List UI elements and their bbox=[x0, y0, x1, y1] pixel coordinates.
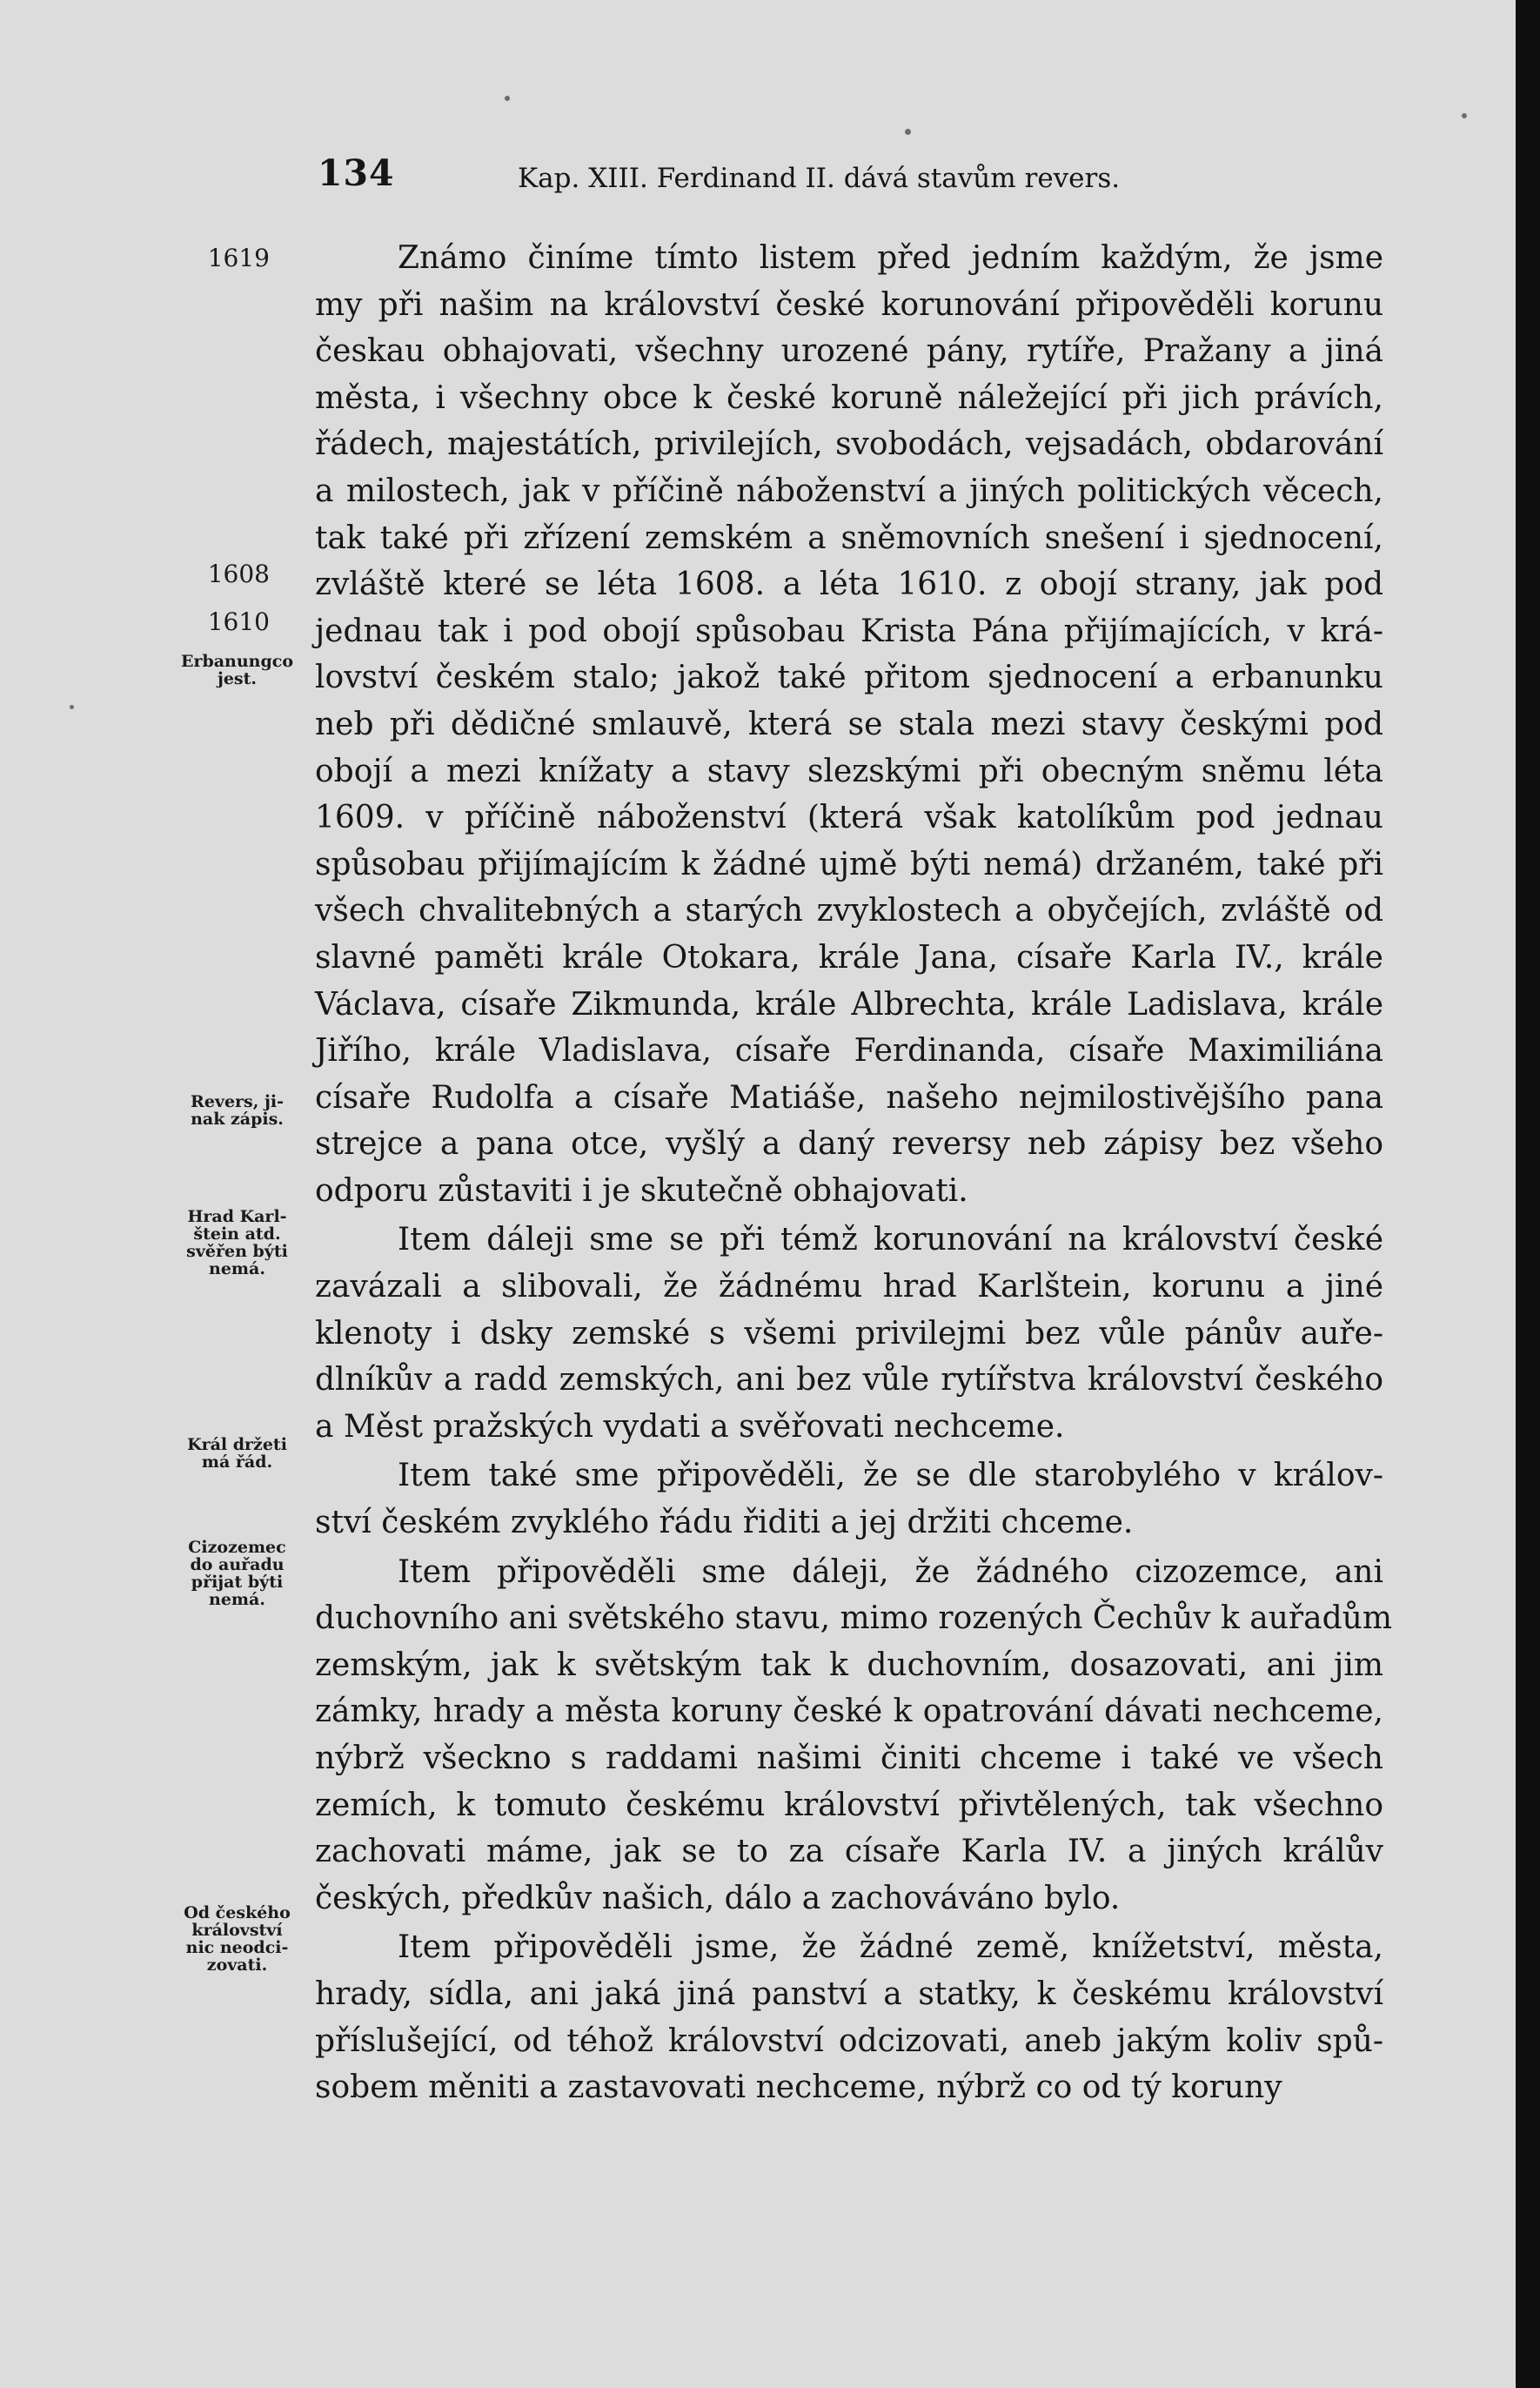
text-line: strejce a pana otce, vyšlý a daný reversy neb zápisy bez všeho bbox=[315, 1126, 1383, 1163]
text-line: zemským, jak k světským tak k duchovním, dosazovati, ani jim bbox=[315, 1647, 1383, 1683]
text-line: Item připověděli jsme, že žádné země, knížetství, města, bbox=[398, 1929, 1383, 1966]
text-line: Item také sme připověděli, že se dle starobylého v králov- bbox=[398, 1458, 1383, 1494]
text-line: ství českém zvyklého řádu řiditi a jej držiti chceme. bbox=[315, 1505, 1134, 1541]
text-line: Václava, císaře Zikmunda, krále Albrechta, krále Ladislava, krále bbox=[315, 986, 1383, 1023]
text-line: zvláště které se léta 1608. a léta 1610. z obojí strany, jak pod bbox=[315, 567, 1383, 603]
margin-note-cizozemec: Cizozemec do auřadu přijat býti nemá. bbox=[188, 1538, 286, 1609]
text-line: a milostech, jak v příčině náboženství a jiných politických věcech, bbox=[315, 473, 1383, 509]
margin-note-erbanung: Erbanungco jest. bbox=[180, 652, 294, 688]
text-line: Jiřího, krále Vladislava, císaře Ferdinanda, císaře Maximiliána bbox=[315, 1033, 1383, 1070]
text-line: sobem měniti a zastavovati nechceme, nýbrž co od tý koruny bbox=[315, 2069, 1282, 2106]
running-head: Kap. XIII. Ferdinand II. dává stavům revers. bbox=[518, 163, 1121, 194]
paragraph bbox=[315, 1549, 1392, 1922]
text-line: zemích, k tomuto českému království přivtělených, tak všechno bbox=[315, 1787, 1383, 1823]
text-line: odporu zůstaviti i je skutečně obhajovati. bbox=[315, 1172, 968, 1209]
text-line: Item dáleji sme se při témž korunování na království české bbox=[398, 1222, 1383, 1258]
text-line: příslušející, od téhož království odcizovati, aneb jakým koliv spů- bbox=[315, 2022, 1383, 2059]
text-line: zachovati máme, jak se to za císaře Karla IV. a jiných králův bbox=[315, 1834, 1383, 1870]
margin-note-od-ceskeho: Od českého království nic neodci- zovati. bbox=[184, 1903, 291, 1975]
text-line: obojí a mezi knížaty a stavy slezskými při obecným sněmu léta bbox=[315, 753, 1383, 789]
text-line: a Měst pražských vydati a svěřovati nechceme. bbox=[315, 1408, 1065, 1445]
main-text bbox=[315, 235, 1392, 2111]
scan-speck bbox=[70, 705, 74, 709]
paragraph bbox=[315, 1924, 1383, 2110]
text-line: duchovního ani světského stavu, mimo rozených Čechův k auřadům bbox=[315, 1600, 1392, 1637]
text-line: hrady, sídla, ani jaká jiná panství a statky, k českému království bbox=[315, 1975, 1383, 2012]
text-line: města, i všechny obce k české koruně náležející při jich právích, bbox=[315, 379, 1383, 416]
margin-year: 1610 bbox=[207, 607, 270, 636]
text-line: českých, předkův našich, dálo a zachováváno bylo. bbox=[315, 1880, 1121, 1916]
text-line: dlníkův a radd zemských, ani bez vůle rytířstva království českého bbox=[315, 1362, 1383, 1399]
text-line: spůsobau přijímajícím k žádné ujmě býti nemá) držaném, také při bbox=[315, 846, 1383, 882]
margin-year: 1608 bbox=[207, 560, 270, 588]
text-line: tak také při zřízení zemském a sněmovních snešení i sjednocení, bbox=[315, 520, 1383, 556]
paragraph bbox=[315, 1217, 1383, 1450]
text-line: klenoty i dsky zemské s všemi privilejmi bez vůle pánův auře- bbox=[315, 1315, 1383, 1352]
scan-speck bbox=[1462, 113, 1467, 118]
text-line: jednau tak i pod obojí spůsobau Krista Pána přijímajících, v krá- bbox=[315, 613, 1383, 649]
margin-note-kral: Král držeti má řád. bbox=[187, 1435, 287, 1472]
text-line: slavné paměti krále Otokara, krále Jana, císaře Karla IV., krále bbox=[315, 939, 1383, 976]
paragraph bbox=[315, 1452, 1383, 1546]
text-line: všech chvalitebných a starých zvyklostech a obyčejích, zvláště od bbox=[315, 893, 1383, 929]
paragraph bbox=[315, 235, 1383, 1214]
margin-note-revers: Revers, ji- nak zápis. bbox=[191, 1092, 284, 1129]
text-line: nýbrž všeckno s raddami našimi činiti chceme i také ve všech bbox=[315, 1741, 1383, 1776]
text-line: my při našim na království české korunování připověděli korunu bbox=[315, 286, 1383, 323]
text-line: 1609. v příčině náboženství (která však katolíkům pod jednau bbox=[315, 800, 1383, 836]
text-line: Známo činíme tímto listem před jedním každým, že jsme bbox=[398, 240, 1383, 276]
text-line: zámky, hrady a města koruny české k opatrování dávati nechceme, bbox=[315, 1694, 1383, 1730]
page-header bbox=[318, 152, 1188, 196]
scan-speck bbox=[505, 96, 510, 101]
text-line: Item připověděli sme dáleji, že žádného cizozemce, ani bbox=[398, 1553, 1383, 1590]
text-line: lovství českém stalo; jakož také přitom sjednocení a erbanunku bbox=[315, 660, 1383, 696]
margin-note-hrad: Hrad Karl- štein atd. svěřen býti nemá. bbox=[186, 1207, 288, 1278]
text-line: řádech, majestátích, privilejích, svobodách, vejsadách, obdarování bbox=[315, 426, 1383, 463]
text-line: českau obhajovati, všechny urozené pány, rytíře, Pražany a jiná bbox=[315, 333, 1383, 370]
margin-year: 1619 bbox=[207, 244, 270, 272]
page-number: 134 bbox=[318, 152, 395, 194]
text-line: císaře Rudolfa a císaře Matiáše, našeho nejmilostivějšího pana bbox=[315, 1079, 1383, 1116]
page-edge-shadow bbox=[1516, 0, 1540, 2388]
text-line: zavázali a slibovali, že žádnému hrad Karlštein, korunu a jiné bbox=[315, 1269, 1383, 1305]
scan-speck bbox=[905, 129, 911, 135]
text-line: neb při dědičné smlauvě, která se stala mezi stavy českými pod bbox=[315, 706, 1383, 742]
